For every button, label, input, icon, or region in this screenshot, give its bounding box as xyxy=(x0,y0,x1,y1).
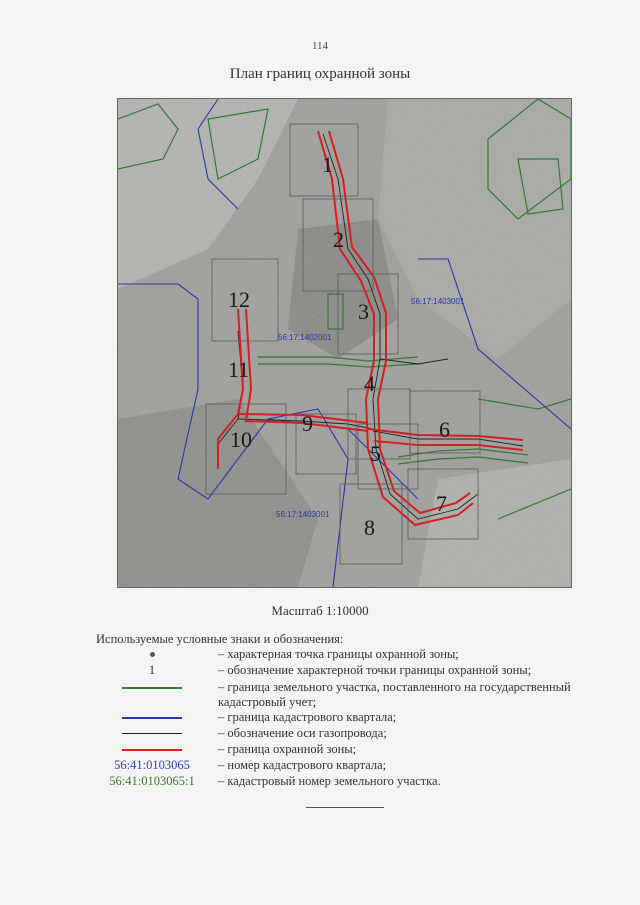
legend-description: – граница земельного участка, поставленного на государственный кадастровый учет; xyxy=(218,680,571,709)
legend-description: – характерная точка границы охранной зоны; xyxy=(218,647,459,661)
legend-description: – обозначение характерной точки границы охранной зоны; xyxy=(218,663,532,677)
point-label-11: 11 xyxy=(228,357,250,382)
legend-symbol: 56:41:0103065:1 xyxy=(109,774,195,788)
protection-zone-map xyxy=(117,98,572,588)
page-number: 114 xyxy=(311,40,329,52)
legend-description: – граница охранной зоны; xyxy=(218,742,357,756)
point-label-4: 4 xyxy=(364,371,375,396)
point-label-6: 6 xyxy=(439,417,450,442)
legend-description: – обозначение оси газопровода; xyxy=(218,726,387,740)
legend-symbol xyxy=(96,680,208,695)
page-title: План границ охранной зоны xyxy=(229,66,411,82)
bottom-rule xyxy=(306,807,384,808)
point-label-9: 9 xyxy=(302,411,313,436)
legend-heading: Используемые условные знаки и обозначения: xyxy=(96,632,344,646)
cadastral-label: 56:17:1403001 xyxy=(276,510,330,519)
point-label-3: 3 xyxy=(358,299,369,324)
land-plot-line-icon xyxy=(122,687,182,689)
legend-symbol: 56:41:0103065 xyxy=(114,758,190,772)
protection-zone-line-icon xyxy=(122,749,182,751)
map-canvas xyxy=(118,99,571,587)
legend-symbol xyxy=(96,710,208,725)
map-scale: Масштаб 1:10000 xyxy=(271,603,369,618)
point-label-5: 5 xyxy=(370,441,381,466)
point-label-8: 8 xyxy=(364,515,375,540)
point-label-1: 1 xyxy=(322,152,333,177)
legend-description: – граница кадастрового квартала; xyxy=(218,710,397,724)
boundary-point-dot-icon xyxy=(150,652,155,657)
imagery-texture xyxy=(118,99,571,587)
cadastral-label: 56:17:1403001 xyxy=(411,297,465,306)
legend-description: – кадастровый номер земельного участка. xyxy=(218,774,441,788)
legend-symbol xyxy=(96,726,208,741)
point-label-10: 10 xyxy=(230,427,252,452)
point-label-12: 12 xyxy=(228,287,250,312)
cadastral-quarter-line-icon xyxy=(122,717,182,719)
point-label-7: 7 xyxy=(436,491,447,516)
legend-description: – номер кадастрового квартала; xyxy=(218,758,387,772)
point-label-2: 2 xyxy=(333,227,344,252)
cadastral-label: 56:17:1402001 xyxy=(278,333,332,342)
legend-symbol: 1 xyxy=(148,663,156,677)
legend-symbol xyxy=(96,742,208,757)
legend-symbol xyxy=(96,647,208,662)
gas-axis-line-icon xyxy=(122,733,182,734)
